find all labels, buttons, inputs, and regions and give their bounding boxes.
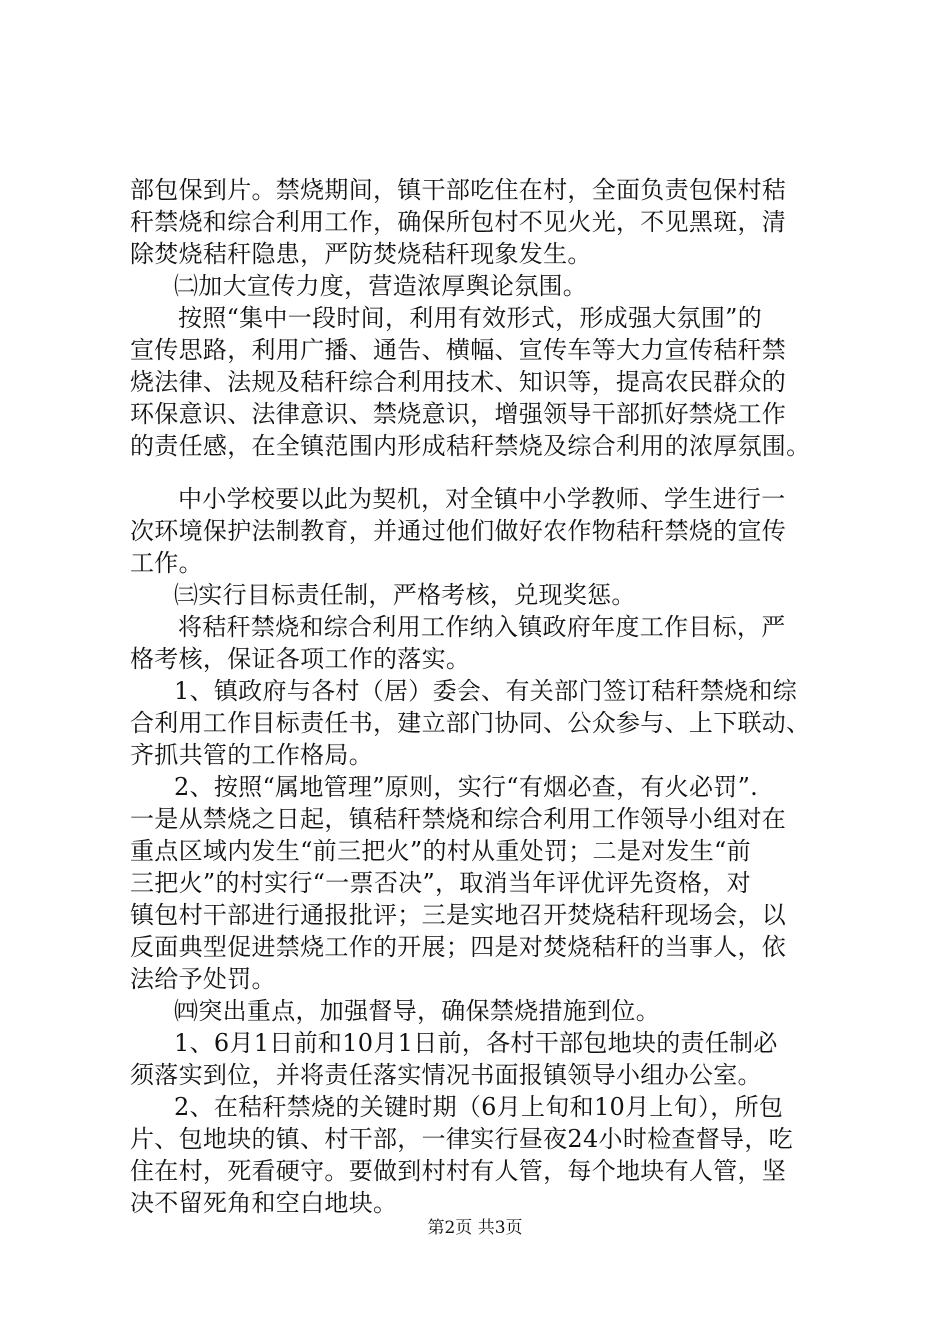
body-text-line: 须落实到位，并将责任落实情况书面报镇领导小组办公室。: [130, 1061, 762, 1089]
body-text-line: 按照“集中一段时间，利用有效形式，形成强大氛围”的: [178, 304, 763, 332]
body-text-line: 镇包村干部进行通报批评；三是实地召开焚烧秸秆现场会，以: [130, 901, 787, 929]
body-text-line: 1、镇政府与各村（居）委会、有关部门签订秸秆禁烧和综: [174, 677, 798, 705]
section-heading: ㈣突出重点，加强督导，确保禁烧措施到位。: [174, 997, 660, 1025]
body-text-line: 一是从禁烧之日起，镇秸秆禁烧和综合利用工作领导小组对在: [130, 805, 787, 833]
body-text-line: 工作。: [130, 549, 203, 577]
body-text-line: 环保意识、法律意识、禁烧意识，增强领导干部抓好禁烧工作: [130, 400, 787, 428]
body-text-line: 1、6月1日前和10月1日前，各村干部包地块的责任制必: [174, 1029, 778, 1057]
body-text-line: 次环境保护法制教育，并通过他们做好农作物秸秆禁烧的宣传: [130, 517, 787, 545]
body-text-line: 住在村，死看硬守。要做到村村有人管，每个地块有人管，坚: [130, 1157, 787, 1185]
body-text-line: 三把火”的村实行“一票否决”，取消当年评优评先资格，对: [130, 869, 751, 897]
body-text-line: 格考核，保证各项工作的落实。: [130, 645, 471, 673]
section-heading: ㈢实行目标责任制，严格考核，兑现奖惩。: [174, 581, 636, 609]
body-text-line: 的责任感，在全镇范围内形成秸秆禁烧及综合利用的浓厚氛围。: [130, 432, 811, 460]
page-footer: 第2页 共3页: [427, 1218, 523, 1238]
body-text-line: 合利用工作目标责任书，建立部门协同、公众参与、上下联动、: [130, 709, 811, 737]
body-text-line: 片、包地块的镇、村干部，一律实行昼夜24小时检查督导，吃: [130, 1125, 793, 1153]
body-text-line: 将秸秆禁烧和综合利用工作纳入镇政府年度工作目标，严: [178, 613, 786, 641]
body-text-line: 重点区域内发生“前三把火”的村从重处罚；二是对发生“前: [130, 837, 751, 865]
body-text-line: 反面典型促进禁烧工作的开展；四是对焚烧秸秆的当事人，依: [130, 933, 787, 961]
body-text-line: 宣传思路，利用广播、通告、横幅、宣传车等大力宣传秸秆禁: [130, 336, 787, 364]
body-text-line: 除焚烧秸秆隐患，严防焚烧秸秆现象发生。: [130, 240, 592, 268]
body-text-line: 部包保到片。禁烧期间，镇干部吃住在村，全面负责包保村秸: [130, 176, 787, 204]
body-text-line: 烧法律、法规及秸秆综合利用技术、知识等，提高农民群众的: [130, 368, 787, 396]
body-text-line: 齐抓共管的工作格局。: [130, 741, 373, 769]
body-text-line: 法给予处罚。: [130, 965, 276, 993]
body-text-line: 中小学校要以此为契机，对全镇中小学教师、学生进行一: [178, 485, 786, 513]
body-text-line: 决不留死角和空白地块。: [130, 1189, 398, 1217]
body-text-line: 2、按照“属地管理”原则，实行“有烟必查，有火必罚”.: [174, 773, 759, 801]
section-heading: ㈡加大宣传力度，营造浓厚舆论氛围。: [174, 272, 588, 300]
body-text-line: 秆禁烧和综合利用工作，确保所包村不见火光，不见黑斑，清: [130, 208, 787, 236]
body-text-line: 2、在秸秆禁烧的关键时期（6月上旬和10月上旬），所包: [174, 1093, 784, 1121]
